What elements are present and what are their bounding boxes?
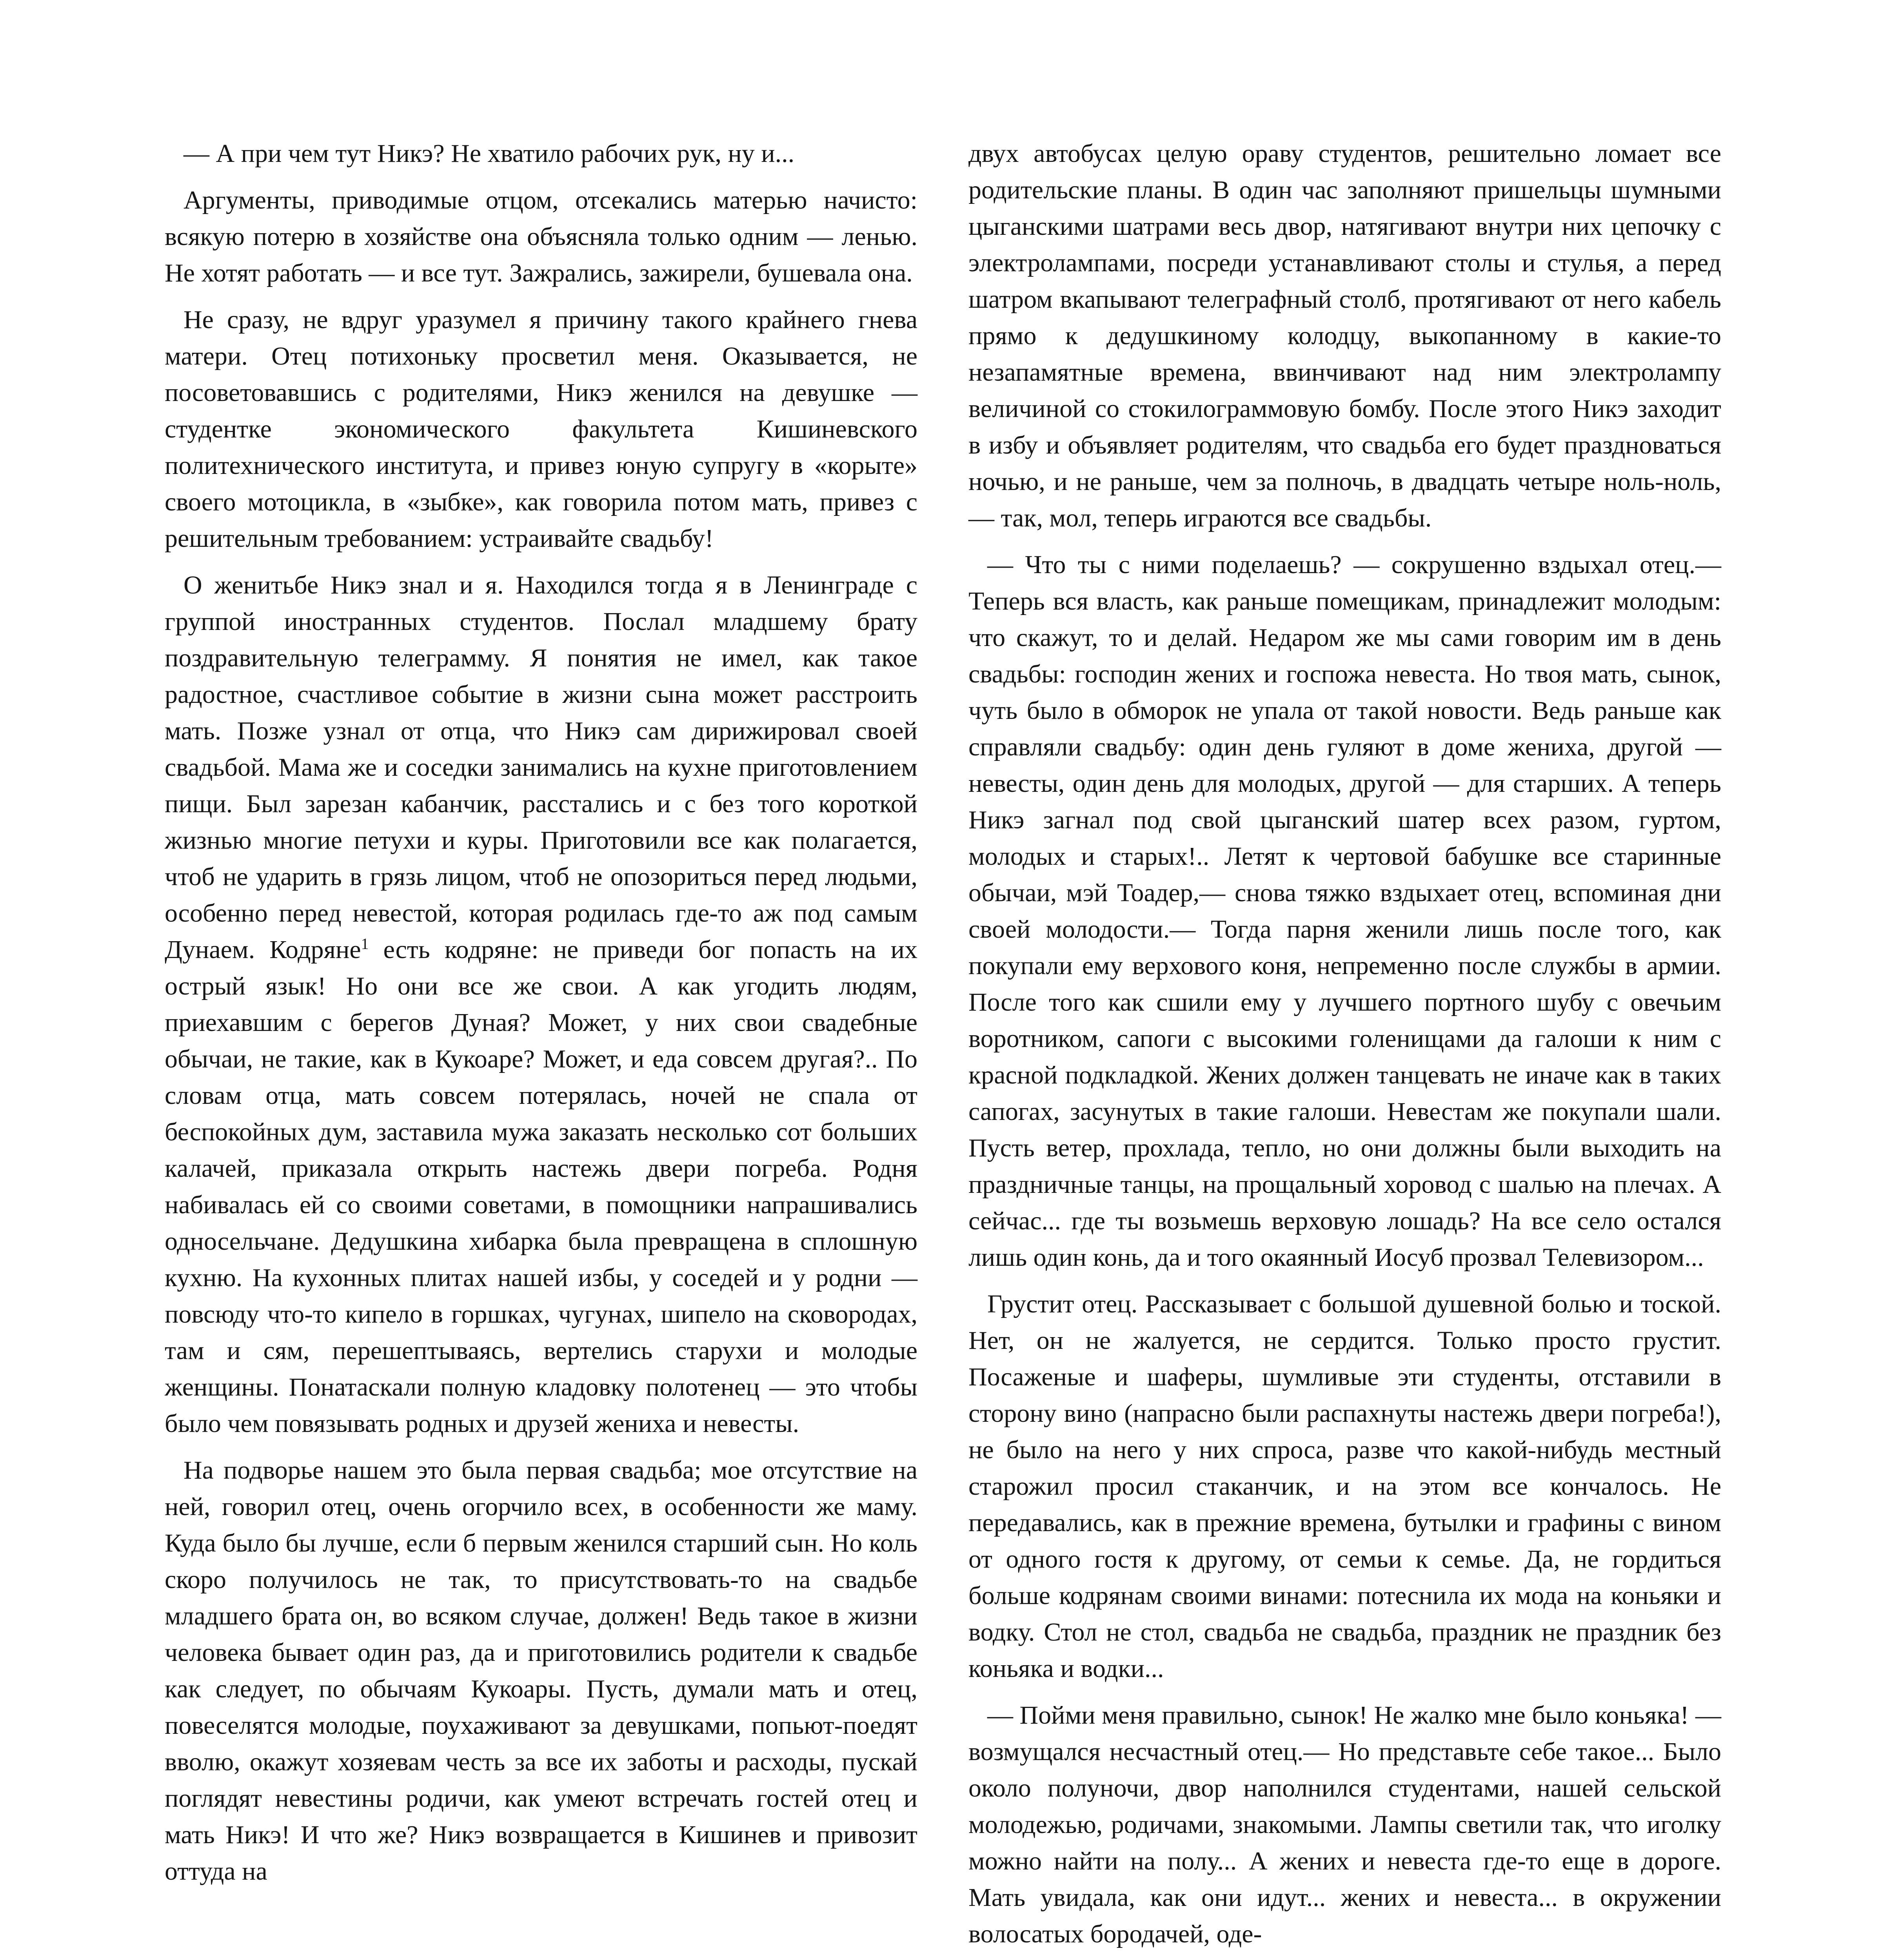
paragraph: — А при чем тут Никэ? Не хватило рабочих рук, ну и... [183,139,795,168]
paragraph: — Пойми меня правильно, сынок! Не жалко мне было коньяка! — возмущался несчастный отец.— Но представьте себе такое... Было около полуночи, двор наполнился студентами, нашей сельской молодежью, родичами, знакомыми. Лампы светили так, что иголку можно найти на полу... А жених и невеста где-то еще в дороге. Мать увидала, как они идут... жених и невеста... в окружении волосатых бородачей, оде- [968,1701,1721,1948]
paragraph: На подворье нашем это была первая свадьба; мое отсутствие на ней, говорил отец, очень огорчило всех, в особенности же маму. Куда было бы лучше, если б первым женился старший сын. Но коль скоро получилось не так, то присутствовать-то на свадьбе младшего брата он, во всяком случае, должен! Ведь такое в жизни человека бывает один раз, да и приготовились родители к свадьбе как следует, по обычаям Кукоары. Пусть, думали мать и отец, повеселятся молодые, поухаживают за девушками, попьют-поедят вволю, окажут хозяевам честь за все их заботы и расходы, пускай поглядят невестины родичи, как умеют встречать гостей отец и мать Никэ! И что же? Никэ возвращается в Кишинев и привозит оттуда на [165,1456,917,1886]
paragraph-text: О женитьбе Никэ знал и я. Находился тогда я в Ленинграде с группой иностранных студентов. Послал младшему брату поздравительную телеграмму. Я понятия не имел, как такое радостное, счастливое событие в жизни сына может расстроить мать. Позже узнал от отца, что Никэ сам дирижировал своей свадьбой. Мама же и соседки занимались на кухне приготовлением пищи. Был зарезан кабанчик, расстались и с без того короткой жизнью многие петухи и куры. Приготовили все как полагается, чтоб не ударить в грязь лицом, чтоб не опозориться перед людьми, особенно перед невестой, которая родилась где-то аж под самым Дунаем. Кодряне [165,571,917,964]
paragraph [165,567,917,1442]
paragraph: — Что ты с ними поделаешь? — сокрушенно вздыхал отец.— Теперь вся власть, как раньше помещикам, принадлежит молодым: что скажут, то и делай. Недаром же мы сами говорим им в день свадьбы: господин жених и госпожа невеста. Но твоя мать, сынок, чуть было в обморок не упала от такой новости. Ведь раньше как справляли свадьбу: один день гуляют в доме жениха, другой — невесты, один день для молодых, другой — для старших. А теперь Никэ загнал под свой цыганский шатер всех разом, гуртом, молодых и старых!.. Летят к чертовой бабушке все старинные обычаи, мэй Тоадер,— снова тяжко вздыхает отец, вспоминая дни своей молодости.— Тогда парня женили лишь после того, как покупали ему верхового коня, непременно после службы в армии. После того как сшили ему у лучшего портного шубу с овечьим воротником, сапоги с высокими голенищами да галоши к ним с красной подкладкой. Жених должен танцевать не иначе как в таких сапогах, засунутых в такие галоши. Невестам же покупали шали. Пусть ветер, прохлада, тепло, но они должны были выходить на праздничные танцы, на прощальный хоровод с шалью на плечах. А сейчас... где ты возьмешь верховую лошадь? На все село остался лишь один конь, да и того окаянный Иосуб прозвал Телевизором... [968,550,1721,1272]
paragraph: Не сразу, не вдруг уразумел я причину такого крайнего гнева матери. Отец потихоньку просветил меня. Оказывается, не посоветовавшись с родителями, Никэ женился на девушке — студентке экономического факультета Кишиневского политехнического института, и привез юную супругу в «корыте» своего мотоцикла, в «зыбке», как говорила потом мать, привез с решительным требованием: устраивайте свадьбу! [165,305,917,553]
paragraph: Аргументы, приводимые отцом, отсекались матерью начисто: всякую потерю в хозяйстве она объясняла только одним — ленью. Не хотят работать — и все тут. Зажрались, зажирели, бушевала она. [165,186,917,287]
paragraph-text: есть кодряне: не приведи бог попасть на их острый язык! Но они все же свои. А как угодить людям, приехавшим с берегов Дуная? Может, у них свои свадебные обычаи, не такие, как в Кукоаре? Может, и еда совсем другая?.. По словам отца, мать совсем потерялась, ночей не спала от беспокойных дум, заставила мужа заказать несколько сот больших калачей, приказала открыть настежь двери погреба. Родня набивалась ей со своими советами, в помощники напрашивались односельчане. Дедушкина хибарка была превращена в сплошную кухню. На кухонных плитах нашей избы, у соседей и у родни — повсюду что-то кипело в горшках, чугунах, шипело на сковородах, там и сям, перешептываясь, вертелись старухи и молодые женщины. Понатаскали полную кладовку полотенец — это чтобы было чем повязывать родных и друзей жениха и невесты. [165,935,917,1438]
paragraph: двух автобусах целую ораву студентов, решительно ломает все родительские планы. В один час заполняют пришельцы шумными цыганскими шатрами весь двор, натягивают внутри них цепочку с электролампами, посреди устанавливают столы и стулья, а перед шатром вкапывают телеграфный столб, протягивают от него кабель прямо к дедушкиному колодцу, выкопанному в какие-то незапамятные времена, ввинчивают над ним электролампу величиной со стокилограммовую бомбу. После этого Никэ заходит в избу и объявляет родителям, что свадьба его будет праздноваться ночью, и не раньше, чем за полночь, в двадцать четыре ноль-ноль,— так, мол, теперь играются все свадьбы. [968,139,1721,532]
left-column [165,135,917,1900]
paragraph: Грустит отец. Рассказывает с большой душевной болью и тоской. Нет, он не жалуется, не сердится. Только просто грустит. Посаженые и шаферы, шумливые эти студенты, отставили в сторону вино (напрасно были распахнуты настежь двери погреба!), не было на него у них спроса, разве что какой-нибудь местный старожил просил стаканчик, и на этом все кончалось. Не передавались, как в прежние времена, бутылки и графины с вином от одного гостя к другому, от семьи к семье. Да, не гордиться больше кодрянам своими винами: потеснила их мода на коньяки и водку. Стол не стол, свадьба не свадьба, праздник не праздник без коньяка и водки... [968,1290,1721,1683]
footnote-mark: 1 [361,935,369,953]
right-column [968,135,1721,1960]
